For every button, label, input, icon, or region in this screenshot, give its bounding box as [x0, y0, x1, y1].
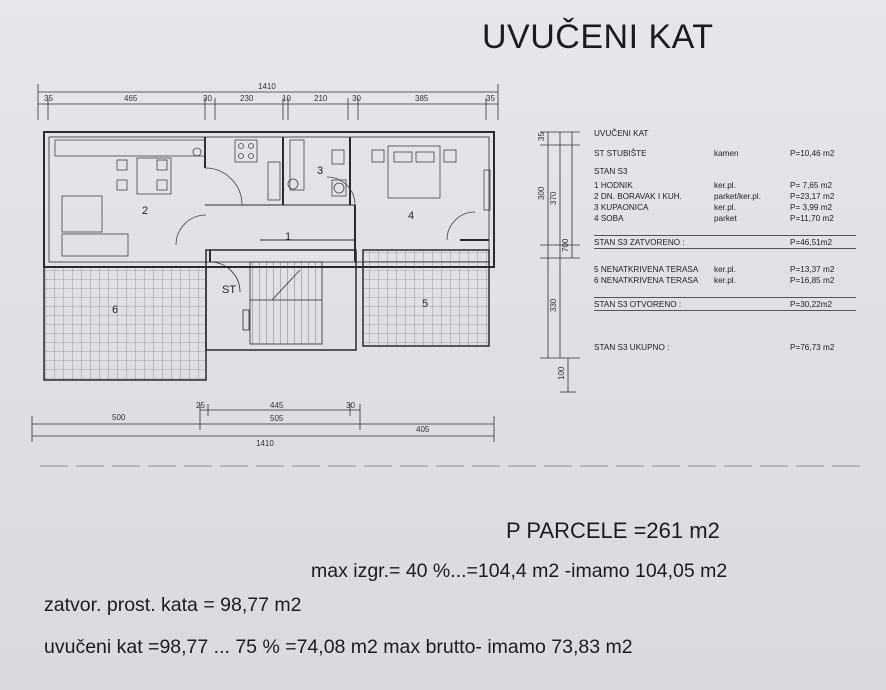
dim-bottom-d: 500	[112, 413, 126, 422]
dim-top-d: 230	[240, 94, 254, 103]
room-label-1: 1	[285, 231, 292, 243]
dim-top-f: 210	[314, 94, 328, 103]
room-label-4: 4	[408, 210, 415, 222]
side-dimension-lines	[540, 132, 580, 392]
calc-izgr: max izgr.= 40 %...=104,4 m2 -imamo 104,05 m2	[311, 560, 728, 582]
room-label-5: 5	[422, 298, 429, 310]
legend-otvoreno: STAN S3 OTVORENO : P=30,22m2	[594, 297, 856, 311]
dim-top-b: 465	[124, 94, 138, 103]
bedroom-furniture	[372, 146, 490, 240]
room-label-6: 6	[112, 304, 119, 316]
dim-side-d: 700	[561, 238, 570, 252]
dim-bottom-c: 30	[346, 401, 355, 410]
dim-bottom-a: 25	[196, 401, 205, 410]
dim-top-a: 35	[44, 94, 53, 103]
dim-side-c: 370	[549, 191, 558, 205]
dim-side-e: 330	[549, 298, 558, 312]
bottom-dimension-lines	[32, 404, 494, 442]
dim-bottom-b: 445	[270, 401, 284, 410]
terrace-6	[44, 267, 206, 380]
dim-top-total: 1410	[258, 82, 276, 91]
page-title: UVUČENI KAT	[482, 18, 714, 56]
dim-bottom-g: 1410	[256, 439, 274, 448]
drawing-sheet: UVUČENI KAT 1410 35 465 30 230 10 210 30 385 35 2 1 3 4 5 6 ST 25 445 30 500 505 405 1410 35 300 370 700 330 100 UVUČENI KAT ST STUBIŠTE kamen P=10,46 m2 STAN S3 1 HODNIK ker.pl. P= 7,65 m2 2 DN. BORAVAK I KUH. parket/ker.pl. P=23,17 m2 3 KUPAONICA ker.pl. P= 3,99 m2 4 SOBA parket P=11,70 m2 STAN S3 ZATVORENO : P=46,51m2 5 NENATKRIVENA TERASA ker.pl. P=13,37 m2 6 NENATKRIVENA TERASA ker.pl. P=16,85 m2 STAN S3 OTVORENO : P=30,22m2 STAN S3 UKUPNO : P=76,73 m2 P PARCELE =261 m2 max izgr.= 40 %...=104,4 m2 -imamo 104,05 m2 zatvor. prost. kata = 98,77 m2 uvučeni kat =98,77 ... 75 % =74,08 m2 max brutto- imamo 73,83 m2	[0, 0, 886, 690]
dim-bottom-e: 505	[270, 414, 284, 423]
calc-zatvor: zatvor. prost. kata = 98,77 m2	[44, 594, 302, 616]
dim-top-c: 30	[203, 94, 212, 103]
dim-side-f: 100	[557, 366, 566, 380]
dim-bottom-f: 405	[416, 425, 430, 434]
dim-top-h: 385	[415, 94, 429, 103]
dim-side-a: 35	[537, 132, 546, 141]
dim-top-e: 10	[282, 94, 291, 103]
staircase	[206, 250, 356, 350]
room-label-2: 2	[142, 205, 149, 217]
legend-zatvoreno: STAN S3 ZATVORENO : P=46,51m2	[594, 235, 856, 249]
calc-uvuceni: uvučeni kat =98,77 ... 75 % =74,08 m2 max brutto- imamo 73,83 m2	[44, 636, 633, 658]
furniture-living	[55, 140, 280, 256]
room-label-st: ST	[222, 284, 237, 296]
dim-top-i: 35	[486, 94, 495, 103]
dim-side-b: 300	[537, 186, 546, 200]
dim-top-g: 30	[352, 94, 361, 103]
room-label-3: 3	[317, 165, 324, 177]
calc-parcela: P PARCELE =261 m2	[506, 518, 720, 543]
